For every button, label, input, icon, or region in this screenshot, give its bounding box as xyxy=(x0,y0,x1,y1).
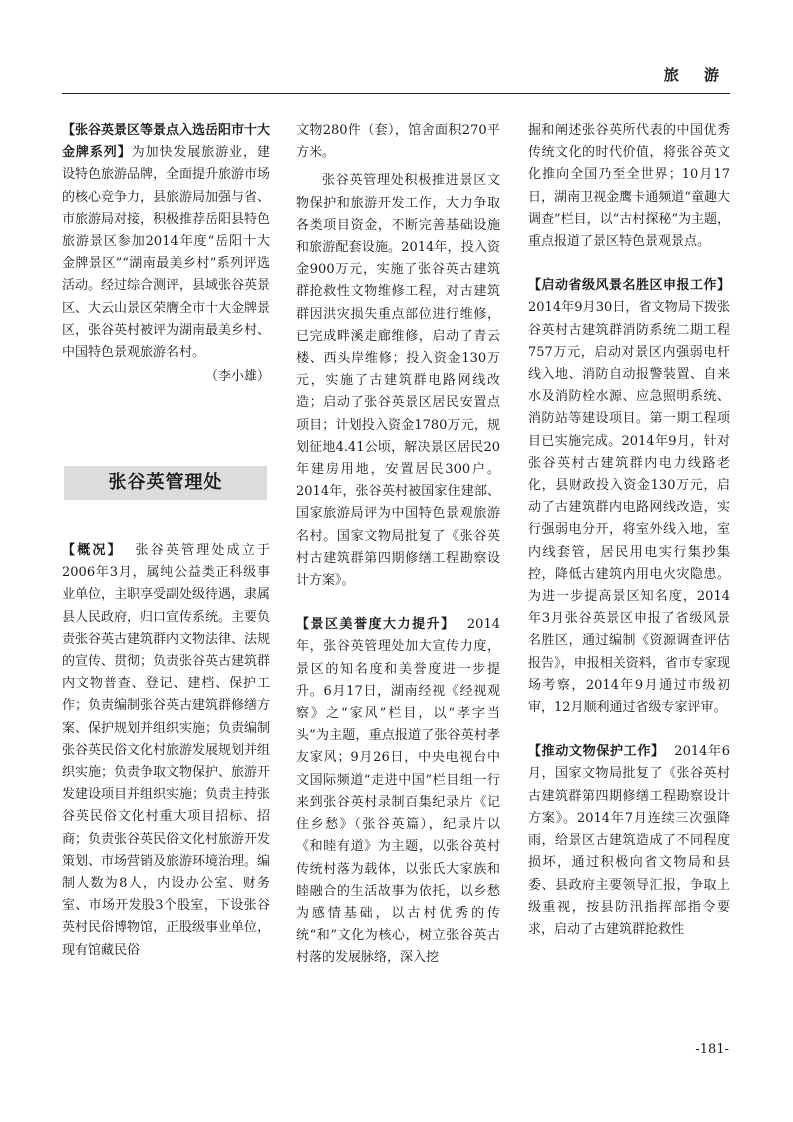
spacer xyxy=(528,253,730,275)
column-right xyxy=(528,120,730,941)
column-middle xyxy=(296,120,500,970)
heading-wenwu: 【推动文物保护工作】 xyxy=(528,744,665,760)
column-left-lower xyxy=(62,540,270,962)
body-continuation-middle: 文物280件（套），馆舍面积270平方米。 xyxy=(296,123,500,161)
article-meiyudu xyxy=(296,614,500,969)
body-continuation-right: 掘和阐述张谷英所代表的中国优秀传统文化的时代价值，将张谷英文化推向全国乃至全世界；10月17日，湖南卫视金鹰卡通频道“童趣大调查”栏目，以“古村探秘”为主题，重点报道了景区特色景观景点。 xyxy=(528,123,730,250)
section-title-box: 张谷英管理处 xyxy=(64,466,267,500)
running-header-title: 旅 游 xyxy=(663,66,729,84)
body-wenwu: 2014年6月，国家文物局批复了《张谷英村古建筑群第四期修缮工程勘察设计方案》。2014年7月连续三次强降雨，给景区古建筑造成了不同程度损坏，通过积极向省文物局和县委、县政府主要领导汇报，争取上级重视，按县防汛指挥部指令要求，启动了古建筑群抢救性 xyxy=(528,744,730,937)
spacer xyxy=(296,592,500,614)
article-wenwu xyxy=(528,741,730,941)
body-paragraph-investment: 张谷英管理处积极推进景区文物保护和旅游开发工作，大力争取各类项目资金，不断完善基础设施和旅游配套设施。2014年，投入资金900万元，实施了张谷英古建筑群抢救性文物维修工程，对古建筑群因洪灾损失重点部位进行维修，已完成畔溪走廊维修，启动了青云楼、西头岸维修；投入资金130万元，实施了古建筑群电路网线改造；启动了张谷英景区居民安置点项目；计划投入资金1780万元，规划征地4.41公顷，解决景区居民20年建房用地，安置居民300户。2014年，张谷英村被国家住建部、国家旅游局评为中国特色景观旅游名村。国家文物局批复了《张谷英村古建筑群第四期修缮工程勘察设计方案》。 xyxy=(296,173,500,589)
article-shenbao xyxy=(528,275,730,719)
heading-shenbao: 【启动省级风景名胜区申报工作】 xyxy=(528,278,730,294)
column-left xyxy=(62,120,270,388)
body-shenbao: 2014年9月30日，省文物局下拨张谷英村古建筑群消防系统二期工程757万元，启动对景区内强弱电杆线入地、消防自动报警装置、自来水及消防栓水源、应急照明系统、消防站等建设项目。第一期工程项目已实施完成。2014年9月，针对张谷英村古建筑群内电力线路老化，县财政投入资金130万元，启动了古建筑群内电路网线改造，实行强弱电分开，将室外线入地，室内线套管，居民用电实行集抄集控，降低古建筑内用电火灾隐患。为进一步提高景区知名度，2014年3月张谷英景区申报了省级风景名胜区，通过编制《资源调查评估报告》，申报相关资料，省市专家现场考察，2014年9月通过市级初审，12月顺利通过省级专家评审。 xyxy=(528,300,730,716)
page-number: -181- xyxy=(695,1042,729,1057)
author-credit: （李小雄） xyxy=(204,369,270,385)
body-jinpai: 为加快发展旅游业，建设特色旅游品牌，全面提升旅游市场的核心竞争力，县旅游局加强与省、市旅游局对接，积极推荐岳阳县特色旅游景区参加2014年度“岳阳十大金牌景区”“湖南最美乡村”系列评选活动。经过综合测评，县域张谷英景区、大云山景区荣膺全市十大金牌景区，张谷英村被评为湖南最美乡村、中国特色景观旅游名村。 xyxy=(62,145,271,361)
body-gaikuang: 张谷英管理处成立于2006年3月，属纯公益类正科级事业单位，主职享受副处级待遇，隶属县人民政府，归口宣传系统。主要负责张谷英古建筑群内文物法律、法规的宣传、贯彻；负责张谷英古建筑群内文物普查、登记、建档、保护工作；负责编制张谷英古建筑群修缮方案、保护规划并组织实施；负责编制张谷英民俗文化村旅游发展规划并组织实施；负责争取文物保护、旅游开发建设项目并组织实施；负责主持张谷英民俗文化村重大项目招标、招商；负责张谷英民俗文化村旅游开发策划、市场营销及旅游环境治理。编制人数为8人，内设办公室、财务室、市场开发股3个股室，下设张谷英村民俗博物馆，正股级事业单位，现有馆藏民俗 xyxy=(62,543,271,958)
header-rule xyxy=(62,93,730,94)
heading-gaikuang: 【概况】 xyxy=(62,543,123,558)
body-meiyudu: 2014年，张谷英管理处加大宣传力度，景区的知名度和美誉度进一步提升。6月17日，湖南经视《经视观察》之“家风”栏目，以“孝字当头”为主题，重点报道了张谷英村孝友家风；9月26日，中央电视台中文国际频道“走进中国”栏目组一行来到张谷英村录制百集纪录片《记住乡愁》（张谷英篇），纪录片以《和睦有道》为主题，以张谷英村传统村落为载体，以张氏大家族和睦融合的生活故事为依托，以乡愁为感情基础，以古村优秀的传统“和”文化为核心，树立张谷英古村落的发展脉络，深入挖 xyxy=(296,617,500,966)
spacer xyxy=(528,719,730,741)
article-gaikuang xyxy=(62,540,270,962)
article-jinpai xyxy=(62,120,270,364)
heading-meiyudu: 【景区美誉度大力提升】 xyxy=(296,617,456,633)
heading-jinpai: 【张谷英景区等景点入选岳阳市十大金牌系列】 xyxy=(62,123,271,161)
